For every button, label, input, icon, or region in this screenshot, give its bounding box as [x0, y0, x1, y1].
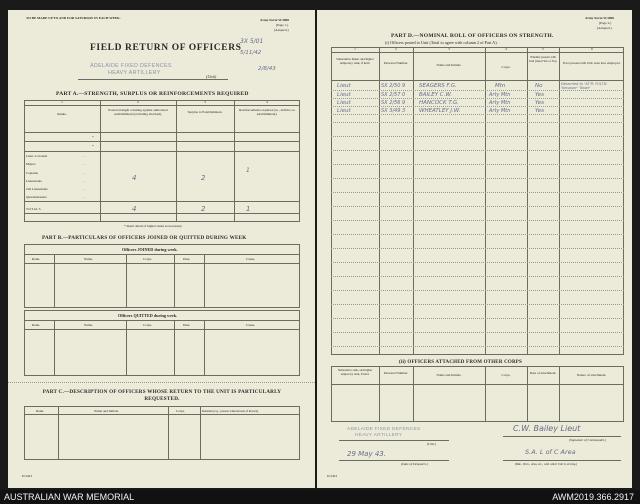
top-note: TO BE MADE UP TO AND FOR SATURDAY IN EACH WEEK. — [26, 16, 121, 20]
partD-title: PART D.—NOMINAL ROLL OF OFFICERS ON STRENGTH. — [391, 33, 554, 39]
unit-stamp-1: ADELAIDE FIXED DEFENCES — [90, 63, 172, 69]
formation-label: (Bde., Divn., Area, etc., with which Unit is serving.) — [515, 462, 578, 466]
footer-institution: AUSTRALIAN WAR MEMORIAL — [4, 492, 135, 502]
hand-ref-2: 5/11/42 — [240, 50, 262, 56]
formation-area: S.A. L of C Area — [525, 448, 576, 456]
despatch-date-label: (Date of Despatch.) — [401, 462, 428, 466]
total-surplus: 2 — [201, 205, 206, 213]
total-posted: 4 — [132, 205, 137, 213]
form-ref-2: (Page 1.) — [276, 23, 289, 27]
unit-label-bottom: (Unit.) — [427, 442, 437, 446]
commander-signature: C.W. Bailey Lieut — [513, 424, 581, 433]
unit-stamp-bottom-2: HEAVY ARTILLERY — [355, 433, 403, 438]
quitted-title: Officers QUITTED during week. — [118, 313, 178, 318]
header-subst-rank: Substantive Rank, and higher temporary rank, if held. — [336, 57, 374, 65]
header-name: Name and Initials. — [436, 63, 462, 67]
rank-lt-colonels: Lieut.-Colonels — [26, 154, 48, 158]
lieut-surplus: 2 — [201, 174, 206, 182]
partD2-title: (ii) OFFICERS ATTACHED FROM OTHER CORPS — [399, 360, 523, 365]
header-present: Whether present with Unit (insert Yes or No). — [528, 55, 558, 63]
partA-title: PART A.—STRENGTH, SURPLUS OR REINFORCEMENTS REQUIRED — [56, 91, 249, 97]
rank-lieutenants: Lieutenants — [26, 179, 42, 183]
unit-stamp-bottom-1: ADELAIDE FIXED DEFENCES — [347, 427, 421, 432]
form-ref-3: (Adapted.) — [274, 28, 289, 32]
hand-ref-3: 2/8/43 — [258, 66, 276, 72]
header-ranks: Ranks. — [57, 112, 67, 116]
despatch-date: 29 May 43. — [347, 450, 386, 458]
signature-label: (Signature of Commander.) — [569, 438, 606, 442]
left-print-code: D.3423 — [22, 474, 33, 478]
rank-captains: Captains — [26, 171, 38, 175]
captains-mark: 1 — [246, 167, 250, 174]
unit-stamp-2: HEAVY ARTILLERY — [108, 70, 161, 76]
left-page: TO BE MADE UP TO AND FOR SATURDAY IN EACH WEEK. Army Form W.3008 (Page 1.) (Adapted.) FIELD RETURN OF OFFICERS 3X 5/01 5/11/42 2/8/43 ADELAIDE FIXED DEFENCES HEAVY ARTILLERY (Unit) PART A.—STRENGTH, SURPLUS OR REINFORCEMENTS REQUIRED 1 2 3 4 Ranks. Posted strength counting against authorized establishment (excluding attached). Surplus to Establishment. Reinforcements required (i.e., deficits on establishment). * * Lieut.-Colonels Majors Captains Lieutenants 2nd Lieutenants Quartermasters ... ... ... ... ... ... 4 2 1 TOTALS 4 2 1 * Insert detail of higher ranks as necessary. PART B.—PARTICULARS OF OFFICERS JOINED OR QUITTED DURING WEEK Officers JOINED during week. Rank. Name. Corps. Date. Cause. Officers QUITTED during week. Rank. Name. Corps. Date. Cause. PART C.—DESCRIPTION OF OFFICERS WHOSE RETURN TO THE UNIT IS PARTICULARLY REQUESTED. Rank. Name and Initials. Corps. Remarks (e.g., present whereabouts, if known). D.3423 — [8, 10, 315, 488]
header-personal-number: Personal Number. — [383, 61, 409, 65]
header-surplus: Surplus to Establishment. — [187, 110, 223, 114]
header-posted: Posted strength counting against authorized establishment (excluding attached). — [108, 108, 168, 116]
archive-footer — [0, 490, 640, 504]
rank-2nd-lieutenants: 2nd Lieutenants — [26, 187, 48, 191]
total-reinforcements: 1 — [246, 205, 251, 213]
partB-title: PART B.—PARTICULARS OF OFFICERS JOINED OR QUITTED DURING WEEK — [42, 235, 247, 241]
lieut-posted: 4 — [132, 174, 137, 182]
right-print-code: D.3423 — [327, 474, 338, 478]
hand-ref-1: 3X 5/01 — [240, 38, 264, 45]
rank-quartermasters: Quartermasters — [26, 195, 47, 199]
header-employed: If not present with Unit, state how employed. — [562, 61, 621, 65]
partD-table — [331, 47, 624, 355]
right-page: Army Form W.3008 (Page 2.) (Adapted.) PART D.—NOMINAL ROLL OF OFFICERS ON STRENGTH. (i) Officers posted to Unit (Total to agree with column 2 of Part A). 1 2 3 4 5 6 Substantive Rank, and higher temporary rank, if held. Personal Number. Name and Initials. Corps. Whether present with Unit (insert Yes or No). If not present with Unit, state how employed. Lieut SX 2/50 9 SEAGERS F.G. Mtn No Detached to 'AT'R' FULTN 'Keopuer' 'Nowr' Lieut SX 2/57 0 BAILEY C.W. Arty Mtn Yes Lieut SX 2/56 9 HANCOCK T.G. Arty Mtn Yes Lieut SX 3/49 3 WHEATLEY J.W. Arty Mtn Yes (ii) OFFICERS ATTACHED FROM OTHER CORPS Substantive rank, and higher temporary rank, if held. Personal Number. Name and Initials. Corps. Date of attachment. Nature of attachment. ADELAIDE FIXED DEFENCES HEAVY ARTILLERY (Unit.) 29 May 43. (Date of Despatch.) C.W. Bailey Lieut (Signature of Commander.) S.A. L of C Area (Bde., Divn., Area, etc., with which Unit is serving.) D.3423 — [317, 10, 632, 488]
partA-table — [24, 100, 300, 222]
joined-title: Officers JOINED during week. — [122, 247, 178, 252]
partD-subtitle: (i) Officers posted to Unit (Total to agree with column 2 of Part A). — [385, 40, 498, 45]
header-corps: Corps. — [501, 65, 511, 69]
page-title: FIELD RETURN OF OFFICERS — [90, 43, 242, 53]
header-reinforcements: Reinforcements required (i.e., deficits on establishment). — [239, 108, 295, 116]
partC-title: PART C.—DESCRIPTION OF OFFICERS WHOSE RETURN TO THE UNIT IS PARTICULARLY REQUESTED. — [42, 389, 282, 402]
totals-label: TOTALS — [26, 207, 42, 211]
footer-accession: AWM2019.366.2917 — [552, 492, 634, 502]
rank-majors: Majors — [26, 162, 36, 166]
form-ref-1: Army Form W.3008 — [260, 18, 289, 22]
partA-footnote: * Insert detail of higher ranks as necessary. — [124, 224, 183, 228]
unit-label: (Unit) — [206, 74, 217, 79]
